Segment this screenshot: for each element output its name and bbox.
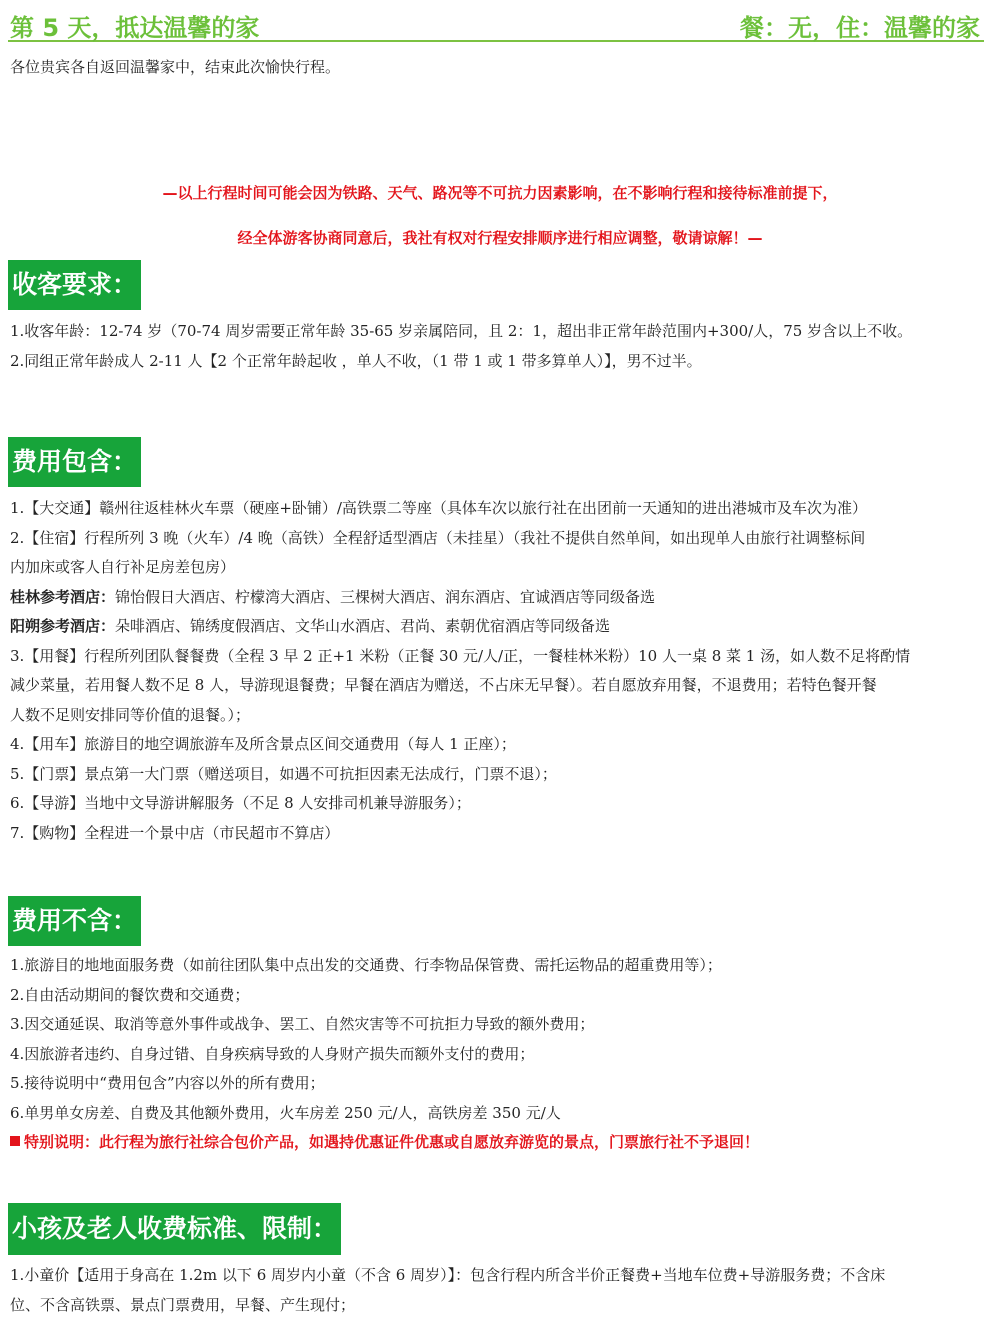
red-square-icon bbox=[10, 1136, 20, 1146]
list-item-continued: 人数不足则安排同等价值的退餐。）； bbox=[10, 701, 996, 731]
section-heading-requirements: 收客要求： bbox=[8, 260, 141, 310]
special-note-text: 特别说明：此行程为旅行社综合包价产品，如遇持优惠证件优惠或自愿放弃游览的景点，门票旅行社不予退回！ bbox=[24, 1133, 759, 1151]
yangshuo-hotels-label: 阳朔参考酒店： bbox=[10, 617, 115, 635]
list-item: 2.自由活动期间的餐饮费和交通费； bbox=[10, 981, 996, 1011]
list-item: 5.接待说明中“费用包含”内容以外的所有费用； bbox=[10, 1069, 996, 1099]
guilin-hotels-label: 桂林参考酒店： bbox=[10, 588, 115, 606]
day-description: 各位贵宾各自返回温馨家中，结束此次愉快行程。 bbox=[10, 53, 994, 83]
child-elder-list bbox=[10, 1261, 996, 1320]
list-item: 7.【购物】全程进一个景中店（市民超市不算店） bbox=[10, 819, 996, 849]
list-item: 1.收客年龄：12-74 岁（70-74 周岁需要正常年龄 35-65 岁亲属陪同，且 2：1，超出非正常年龄范围内+300/人，75 岁含以上不收。 bbox=[10, 317, 996, 347]
special-note bbox=[10, 1128, 996, 1158]
guilin-hotels-row bbox=[10, 583, 996, 613]
list-item: 2.【住宿】行程所列 3 晚（火车）/4 晚（高铁）全程舒适型酒店（未挂星）（我社不提供自然单间，如出现单人由旅行社调整标间 bbox=[10, 524, 996, 554]
section-heading-excluded: 费用不含： bbox=[8, 896, 141, 946]
list-item: 6.【导游】当地中文导游讲解服务（不足 8 人安排司机兼导游服务）； bbox=[10, 789, 996, 819]
list-item-continued: 减少菜量，若用餐人数不足 8 人，导游现退餐费；早餐在酒店为赠送，不占床无早餐）。若自愿放弃用餐，不退费用；若特色餐开餐 bbox=[10, 671, 996, 701]
notice-line-1: —以上行程时间可能会因为铁路、天气、路况等不可抗力因素影响，在不影响行程和接待标准前提下， bbox=[0, 182, 1000, 203]
list-item: 4.【用车】旅游目的地空调旅游车及所含景点区间交通费用（每人 1 正座）； bbox=[10, 730, 996, 760]
list-item: 1.小童价【适用于身高在 1.2m 以下 6 周岁内小童（不含 6 周岁）】：包含行程内所含半价正餐费+当地车位费+导游服务费；不含床 bbox=[10, 1261, 996, 1291]
list-item-continued: 位、不含高铁票、景点门票费用，早餐、产生现付； bbox=[10, 1291, 996, 1320]
day-title: 第 5 天，抵达温馨的家 bbox=[10, 8, 259, 43]
notice-line-2: 经全体游客协商同意后，我社有权对行程安排顺序进行相应调整，敬请谅解！— bbox=[0, 227, 1000, 248]
list-item: 4.因旅游者违约、自身过错、自身疾病导致的人身财产损失而额外支付的费用； bbox=[10, 1040, 996, 1070]
list-item: 1.旅游目的地地面服务费（如前往团队集中点出发的交通费、行李物品保管费、需托运物品的超重费用等）； bbox=[10, 951, 996, 981]
list-item: 6.单男单女房差、自费及其他额外费用，火车房差 250 元/人，高铁房差 350 元/人 bbox=[10, 1099, 996, 1129]
list-item: 5.【门票】景点第一大门票（赠送项目，如遇不可抗拒因素无法成行，门票不退）； bbox=[10, 760, 996, 790]
section-heading-child-elder: 小孩及老人收费标准、限制： bbox=[8, 1203, 341, 1255]
day-meal-stay: 餐：无，住：温馨的家 bbox=[740, 8, 980, 43]
section-heading-included: 费用包含： bbox=[8, 437, 141, 487]
day-header bbox=[8, 6, 984, 42]
guilin-hotels-value: 锦怡假日大酒店、柠檬湾大酒店、三棵树大酒店、润东酒店、宜诚酒店等同级备选 bbox=[115, 588, 655, 606]
excluded-list bbox=[10, 951, 996, 1158]
list-item: 3.因交通延误、取消等意外事件或战争、罢工、自然灾害等不可抗拒力导致的额外费用； bbox=[10, 1010, 996, 1040]
list-item: 3.【用餐】行程所列团队餐餐费（全程 3 早 2 正+1 米粉（正餐 30 元/人/正，一餐桂林米粉）10 人一桌 8 菜 1 汤，如人数不足将酌情 bbox=[10, 642, 996, 672]
yangshuo-hotels-value: 朵啡酒店、锦绣度假酒店、文华山水酒店、君尚、素朝优宿酒店等同级备选 bbox=[115, 617, 610, 635]
list-item: 1.【大交通】赣州往返桂林火车票（硬座+卧铺）/高铁票二等座（具体车次以旅行社在出团前一天通知的进出港城市及车次为准） bbox=[10, 494, 996, 524]
list-item-continued: 内加床或客人自行补足房差包房） bbox=[10, 553, 996, 583]
included-list bbox=[10, 494, 996, 848]
requirements-list bbox=[10, 317, 996, 376]
yangshuo-hotels-row bbox=[10, 612, 996, 642]
list-item: 2.同组正常年龄成人 2-11 人【2 个正常年龄起收 ，单人不收，（1 带 1 或 1 带多算单人）】，男不过半。 bbox=[10, 347, 996, 377]
